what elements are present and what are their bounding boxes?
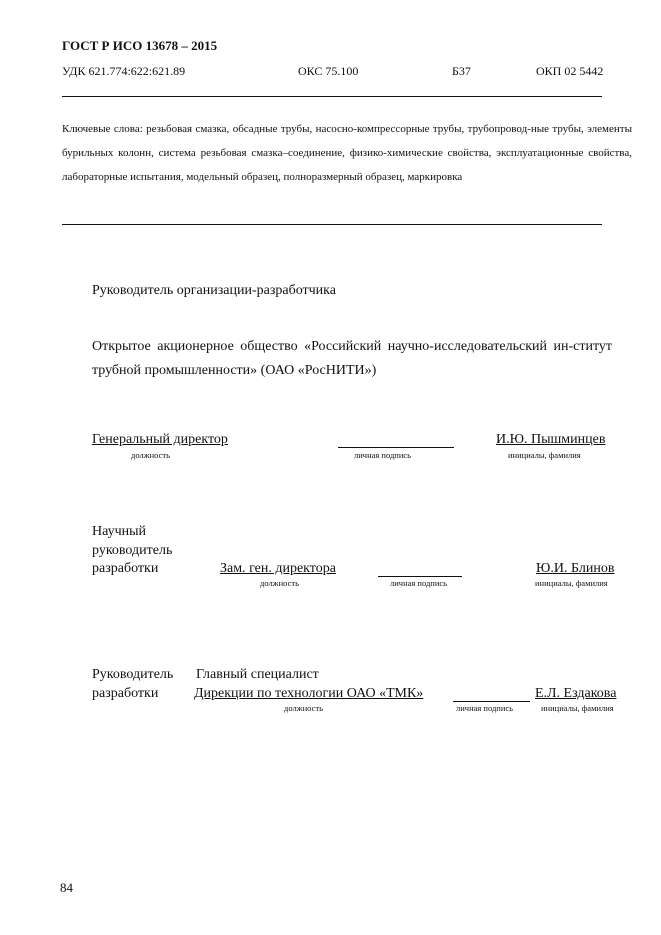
scientific-lead-position-caption: должность <box>260 578 299 588</box>
scientific-lead-signature-caption: личная подпись <box>390 578 448 588</box>
scientific-lead-position: Зам. ген. директора <box>220 561 336 576</box>
scientific-lead-role-line2: руководитель <box>92 543 173 558</box>
okp-code: ОКП 02 5442 <box>536 64 604 78</box>
development-lead-position-line2: Дирекции по технологии ОАО «ТМК» <box>194 686 424 701</box>
header-divider <box>62 96 602 97</box>
scientific-lead-name-caption: инициалы, фамилия <box>535 578 608 588</box>
development-lead-role-line1: Руководитель <box>92 667 174 682</box>
director-name-caption: инициалы, фамилия <box>508 450 581 460</box>
director-name: И.Ю. Пышминцев <box>496 432 606 447</box>
keywords-paragraph: Ключевые слова: резьбовая смазка, обсадные трубы, насосно-компрессорные трубы, трубопровод-ные трубы, элементы бурильных колонн, система резьбовая смазка–соединение, физико-химические свойства, эксплуатационные свойства, лабораторные испытания, модельный образец, полноразмерный образец, маркировка <box>62 123 632 183</box>
director-position: Генеральный директор <box>92 432 228 447</box>
director-signature-caption: личная подпись <box>354 450 412 460</box>
developer-head-label: Руководитель организации-разработчика <box>92 283 336 298</box>
scientific-lead-role-line1: Научный <box>92 524 147 539</box>
page-number: 84 <box>60 880 73 895</box>
standard-title: ГОСТ Р ИСО 13678 – 2015 <box>62 38 218 53</box>
scientific-lead-name: Ю.И. Блинов <box>536 561 615 576</box>
organization-name: Открытое акционерное общество «Российский научно-исследовательский ин-ститут трубной промышленности» (ОАО «РосНИТИ») <box>92 339 612 378</box>
udk-code: УДК 621.774:622:621.89 <box>62 64 186 78</box>
development-lead-signature-caption: личная подпись <box>456 703 514 713</box>
development-lead-role-line2: разработки <box>92 686 159 701</box>
scientific-lead-signature-line <box>378 576 462 577</box>
director-signature-line <box>338 447 454 448</box>
keywords-divider <box>62 224 602 225</box>
development-lead-name: Е.Л. Ездакова <box>535 686 617 701</box>
development-lead-name-caption: инициалы, фамилия <box>541 703 614 713</box>
director-position-caption: должность <box>131 450 170 460</box>
development-lead-position-caption: должность <box>284 703 323 713</box>
development-lead-position-line1: Главный специалист <box>196 667 319 682</box>
oks-code: ОКС 75.100 <box>298 64 359 78</box>
classification-code: Б37 <box>452 64 471 78</box>
scientific-lead-role-line3: разработки <box>92 561 159 576</box>
development-lead-signature-line <box>453 701 530 702</box>
